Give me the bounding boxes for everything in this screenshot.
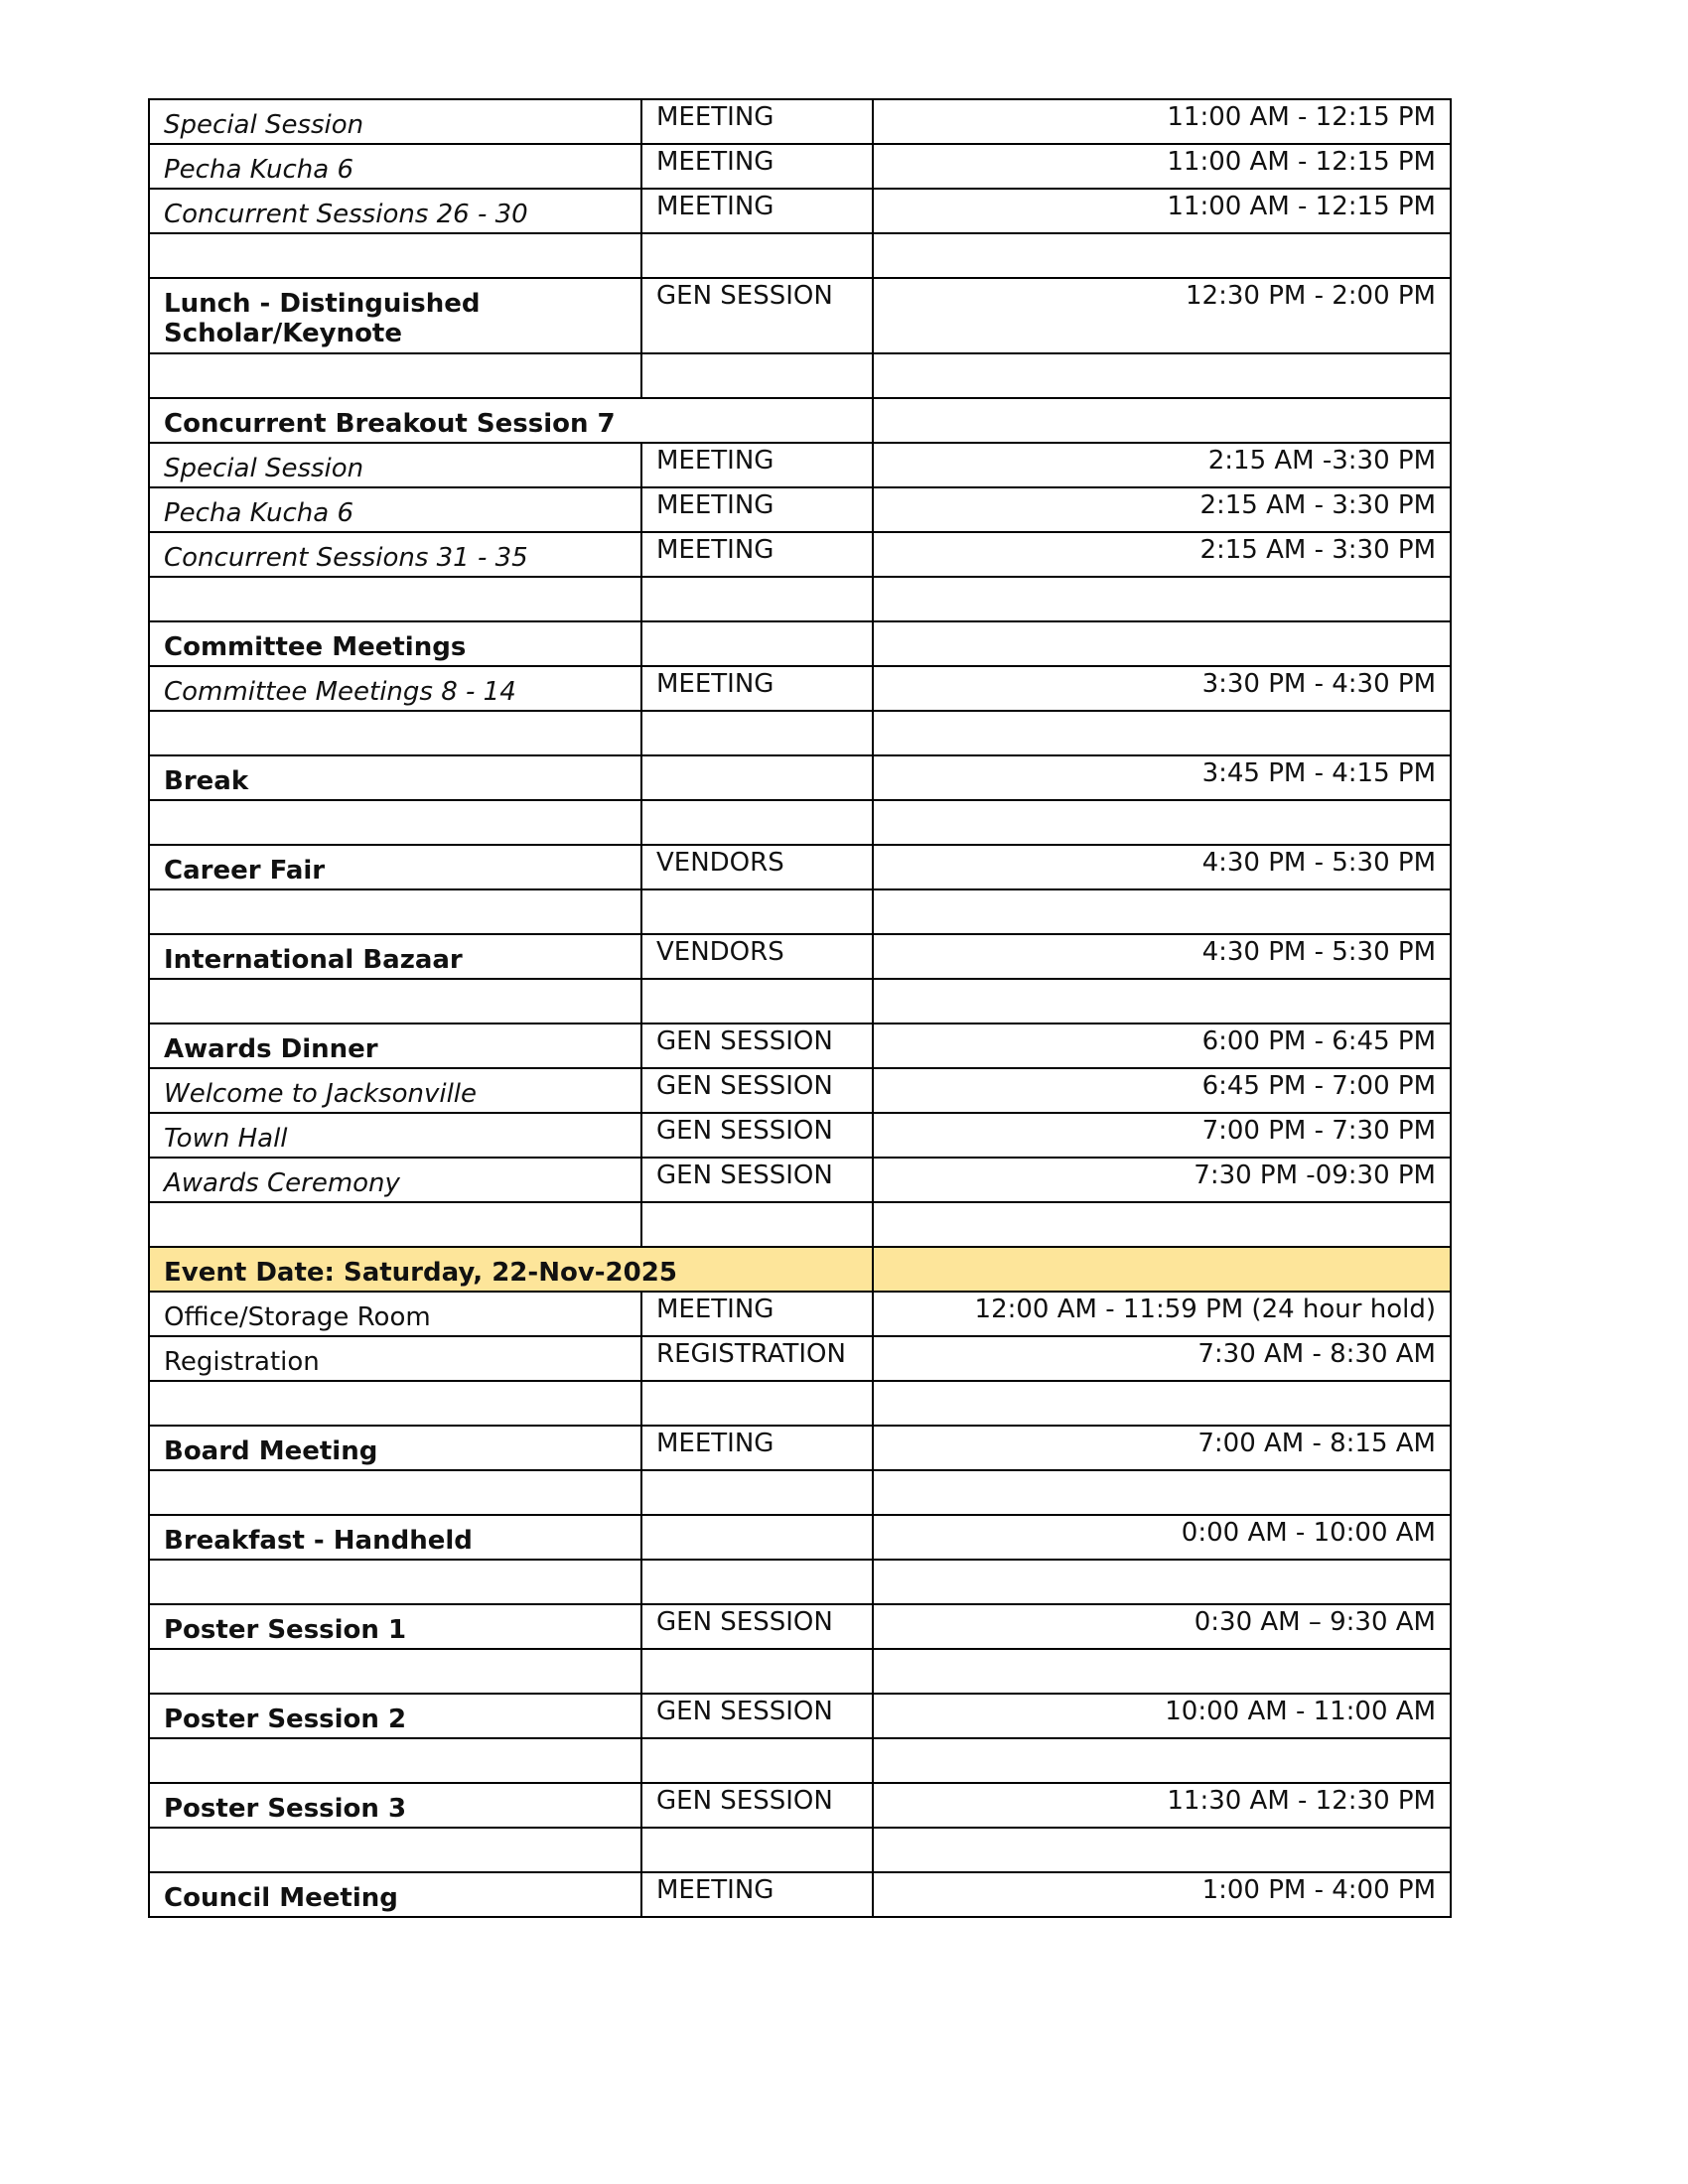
event-type-cell: MEETING (641, 487, 873, 532)
event-name-cell: Event Date: Saturday, 22-Nov-2025 (149, 1247, 873, 1292)
event-name-cell (149, 1202, 641, 1247)
event-time-cell (873, 233, 1451, 278)
table-row (149, 1024, 1451, 1068)
event-time-cell (873, 353, 1451, 398)
table-row (149, 1828, 1451, 1872)
table-row (149, 1470, 1451, 1515)
event-type-cell: MEETING (641, 1872, 873, 1917)
event-name-cell (149, 1649, 641, 1694)
event-name-cell: Pecha Kucha 6 (149, 144, 641, 189)
event-name-cell (149, 889, 641, 934)
event-type-cell (641, 621, 873, 666)
event-type-cell (641, 577, 873, 621)
event-time-cell (873, 800, 1451, 845)
event-type-cell (641, 711, 873, 755)
event-time-cell: 7:30 AM - 8:30 AM (873, 1336, 1451, 1381)
event-name-cell: Breakfast - Handheld (149, 1515, 641, 1560)
event-type-cell (641, 1515, 873, 1560)
event-time-cell: 7:00 PM - 7:30 PM (873, 1113, 1451, 1158)
event-name-cell (149, 800, 641, 845)
event-type-cell: VENDORS (641, 845, 873, 889)
table-row (149, 800, 1451, 845)
event-time-cell: 6:00 PM - 6:45 PM (873, 1024, 1451, 1068)
event-type-cell (641, 1738, 873, 1783)
event-time-cell: 3:30 PM - 4:30 PM (873, 666, 1451, 711)
event-time-cell: 2:15 AM - 3:30 PM (873, 532, 1451, 577)
event-name-cell: Lunch - Distinguished Scholar/Keynote (149, 278, 641, 353)
table-row (149, 577, 1451, 621)
event-time-cell: 7:30 PM -09:30 PM (873, 1158, 1451, 1202)
table-row (149, 1872, 1451, 1917)
event-type-cell: GEN SESSION (641, 1024, 873, 1068)
event-type-cell: GEN SESSION (641, 1783, 873, 1828)
schedule-body (149, 99, 1451, 1917)
table-row (149, 934, 1451, 979)
event-type-cell: MEETING (641, 189, 873, 233)
event-name-cell: Break (149, 755, 641, 800)
event-time-cell: 4:30 PM - 5:30 PM (873, 845, 1451, 889)
event-name-cell (149, 1381, 641, 1426)
table-row (149, 443, 1451, 487)
event-time-cell: 2:15 AM -3:30 PM (873, 443, 1451, 487)
table-row (149, 1738, 1451, 1783)
event-name-cell: Awards Ceremony (149, 1158, 641, 1202)
event-time-cell: 4:30 PM - 5:30 PM (873, 934, 1451, 979)
table-row (149, 845, 1451, 889)
table-row (149, 353, 1451, 398)
event-name-cell: Concurrent Sessions 26 - 30 (149, 189, 641, 233)
event-type-cell (641, 1649, 873, 1694)
event-name-cell: Pecha Kucha 6 (149, 487, 641, 532)
event-time-cell (873, 979, 1451, 1024)
event-time-cell (873, 1828, 1451, 1872)
event-name-cell: Concurrent Sessions 31 - 35 (149, 532, 641, 577)
event-type-cell: MEETING (641, 532, 873, 577)
event-name-cell (149, 1560, 641, 1604)
event-type-cell: GEN SESSION (641, 1158, 873, 1202)
event-type-cell: GEN SESSION (641, 1113, 873, 1158)
event-time-cell (873, 1247, 1451, 1292)
table-row (149, 532, 1451, 577)
event-name-cell: Poster Session 1 (149, 1604, 641, 1649)
table-row (149, 233, 1451, 278)
table-row (149, 621, 1451, 666)
event-type-cell: MEETING (641, 1426, 873, 1470)
table-row (149, 99, 1451, 144)
event-time-cell (873, 1560, 1451, 1604)
event-name-cell (149, 577, 641, 621)
table-row (149, 755, 1451, 800)
event-type-cell: GEN SESSION (641, 1694, 873, 1738)
event-name-cell: Council Meeting (149, 1872, 641, 1917)
event-name-cell: Concurrent Breakout Session 7 (149, 398, 873, 443)
table-row (149, 144, 1451, 189)
event-time-cell (873, 1202, 1451, 1247)
table-row (149, 278, 1451, 353)
table-row (149, 979, 1451, 1024)
event-time-cell: 1:00 PM - 4:00 PM (873, 1872, 1451, 1917)
event-name-cell (149, 1738, 641, 1783)
event-time-cell: 2:15 AM - 3:30 PM (873, 487, 1451, 532)
event-name-cell: Town Hall (149, 1113, 641, 1158)
event-time-cell (873, 398, 1451, 443)
event-name-cell: International Bazaar (149, 934, 641, 979)
event-name-cell (149, 1828, 641, 1872)
table-row (149, 189, 1451, 233)
event-time-cell (873, 577, 1451, 621)
event-time-cell (873, 1738, 1451, 1783)
event-time-cell: 11:00 AM - 12:15 PM (873, 144, 1451, 189)
table-row (149, 711, 1451, 755)
event-type-cell: GEN SESSION (641, 1604, 873, 1649)
event-time-cell: 7:00 AM - 8:15 AM (873, 1426, 1451, 1470)
table-row (149, 398, 1451, 443)
event-name-cell: Poster Session 3 (149, 1783, 641, 1828)
event-name-cell: Poster Session 2 (149, 1694, 641, 1738)
event-name-cell: Welcome to Jacksonville (149, 1068, 641, 1113)
event-name-cell: Committee Meetings 8 - 14 (149, 666, 641, 711)
event-type-cell: MEETING (641, 443, 873, 487)
event-type-cell (641, 889, 873, 934)
event-name-cell: Board Meeting (149, 1426, 641, 1470)
event-type-cell: MEETING (641, 666, 873, 711)
table-row (149, 1783, 1451, 1828)
event-type-cell (641, 1828, 873, 1872)
table-row (149, 1336, 1451, 1381)
event-time-cell (873, 621, 1451, 666)
table-row (149, 1381, 1451, 1426)
event-name-cell: Awards Dinner (149, 1024, 641, 1068)
event-time-cell: 12:00 AM - 11:59 PM (24 hour hold) (873, 1292, 1451, 1336)
table-row (149, 1292, 1451, 1336)
event-name-cell: Career Fair (149, 845, 641, 889)
event-type-cell (641, 800, 873, 845)
event-type-cell (641, 755, 873, 800)
table-row (149, 1604, 1451, 1649)
table-row (149, 1649, 1451, 1694)
table-row (149, 1068, 1451, 1113)
event-type-cell (641, 1381, 873, 1426)
event-time-cell (873, 1649, 1451, 1694)
event-type-cell (641, 1202, 873, 1247)
event-time-cell: 0:00 AM - 10:00 AM (873, 1515, 1451, 1560)
event-time-cell: 12:30 PM - 2:00 PM (873, 278, 1451, 353)
event-type-cell: MEETING (641, 1292, 873, 1336)
table-row (149, 487, 1451, 532)
event-time-cell: 11:00 AM - 12:15 PM (873, 99, 1451, 144)
table-row (149, 1694, 1451, 1738)
event-name-cell: Registration (149, 1336, 641, 1381)
event-type-cell: REGISTRATION (641, 1336, 873, 1381)
event-type-cell (641, 1560, 873, 1604)
event-type-cell (641, 979, 873, 1024)
table-row (149, 889, 1451, 934)
event-type-cell: MEETING (641, 144, 873, 189)
event-name-cell (149, 979, 641, 1024)
event-time-cell: 3:45 PM - 4:15 PM (873, 755, 1451, 800)
table-row (149, 1202, 1451, 1247)
event-name-cell: Committee Meetings (149, 621, 641, 666)
event-name-cell: Office/Storage Room (149, 1292, 641, 1336)
event-time-cell: 10:00 AM - 11:00 AM (873, 1694, 1451, 1738)
event-time-cell: 6:45 PM - 7:00 PM (873, 1068, 1451, 1113)
table-row (149, 1426, 1451, 1470)
event-time-cell (873, 1470, 1451, 1515)
event-type-cell (641, 233, 873, 278)
table-row (149, 1515, 1451, 1560)
event-name-cell (149, 233, 641, 278)
schedule-table (148, 98, 1452, 1918)
event-type-cell (641, 353, 873, 398)
event-type-cell: MEETING (641, 99, 873, 144)
event-name-cell (149, 711, 641, 755)
event-time-cell (873, 1381, 1451, 1426)
event-time-cell (873, 889, 1451, 934)
event-name-cell: Special Session (149, 443, 641, 487)
event-name-cell (149, 1470, 641, 1515)
table-row (149, 1158, 1451, 1202)
event-type-cell: VENDORS (641, 934, 873, 979)
event-time-cell: 0:30 AM – 9:30 AM (873, 1604, 1451, 1649)
table-row (149, 1113, 1451, 1158)
event-name-cell (149, 353, 641, 398)
event-type-cell: GEN SESSION (641, 1068, 873, 1113)
event-time-cell: 11:00 AM - 12:15 PM (873, 189, 1451, 233)
event-type-cell (641, 1470, 873, 1515)
event-name-cell: Special Session (149, 99, 641, 144)
table-row (149, 1560, 1451, 1604)
event-time-cell: 11:30 AM - 12:30 PM (873, 1783, 1451, 1828)
event-type-cell: GEN SESSION (641, 278, 873, 353)
table-row (149, 1247, 1451, 1292)
event-time-cell (873, 711, 1451, 755)
table-row (149, 666, 1451, 711)
